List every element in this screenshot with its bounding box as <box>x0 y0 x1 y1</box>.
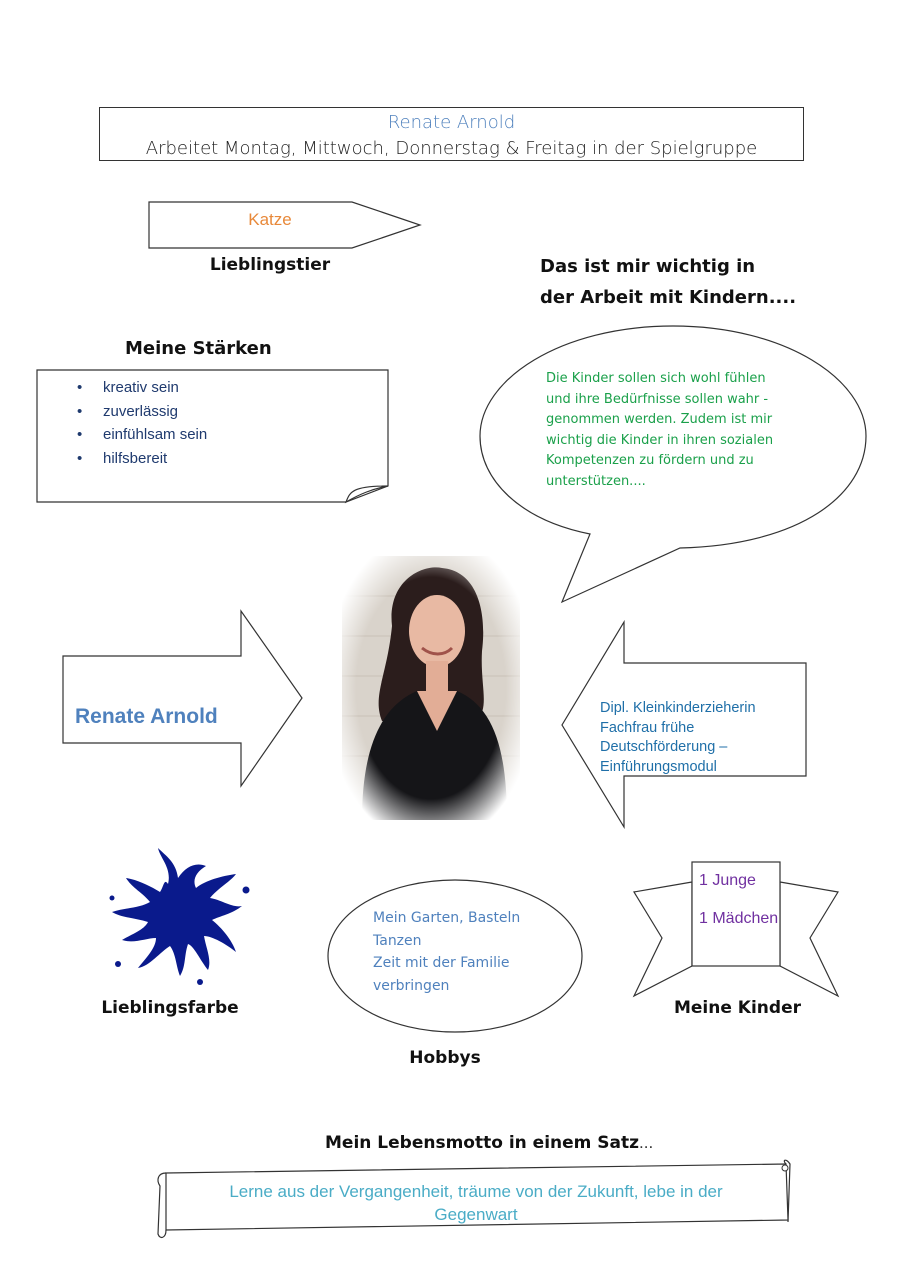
list-item: • einfühlsam sein <box>75 423 375 447</box>
name-arrow-shape <box>63 611 302 786</box>
ribbon-left-tail <box>634 882 692 996</box>
motto-line-1: Lerne aus der Vergangenheit, träume von der Zukunft, lebe in der <box>229 1182 723 1201</box>
motto-heading-text: Mein Lebensmotto in einem Satz <box>325 1133 640 1153</box>
animal-value: Katze <box>248 210 292 229</box>
hobby-line: Zeit mit der Familie <box>373 955 510 971</box>
hobby-line: Tanzen <box>373 932 422 949</box>
strengths-heading: Meine Stärken <box>125 338 272 359</box>
ribbon-right-tail <box>780 882 838 996</box>
portrait-illustration <box>342 556 520 820</box>
qualification-line: Fachfrau frühe <box>600 719 695 736</box>
portrait-photo <box>342 556 520 820</box>
bubble-line: Die Kinder sollen sich wohl fühlen <box>546 371 766 386</box>
important-heading-line1: Das ist mir wichtig in <box>540 256 756 277</box>
scroll-left-roll <box>158 1173 166 1237</box>
list-item: • kreativ sein <box>75 376 375 400</box>
motto-heading <box>325 1133 653 1153</box>
children-line-1: 1 Junge <box>699 872 756 889</box>
motto-line-2: Gegenwart <box>434 1205 518 1224</box>
ink-splash-icon <box>110 848 250 985</box>
qualification-line: Deutschförderung – <box>600 739 728 755</box>
hobby-line: Mein Garten, Basteln <box>373 910 521 926</box>
header-subtitle: Arbeitet Montag, Mittwoch, Donnerstag & Freitag in der Spielgruppe <box>145 138 758 159</box>
bubble-line: wichtig die Kinder in ihren sozialen <box>546 432 774 448</box>
hobbies-text <box>373 907 573 997</box>
speech-bubble-text <box>546 369 816 492</box>
qualification-text <box>600 699 800 777</box>
strengths-list <box>75 376 375 470</box>
scroll-right-knob <box>782 1165 788 1171</box>
name-arrow-text: Renate Arnold <box>75 705 218 728</box>
motto-text <box>180 1180 772 1226</box>
motto-heading-ellipsis: ... <box>639 1133 654 1152</box>
list-item: • hilfsbereit <box>75 447 375 471</box>
qualification-line: Einführungsmodul <box>600 758 717 775</box>
bubble-line: genommen werden. Zudem ist mir <box>546 412 773 427</box>
children-line-2: 1 Mädchen <box>699 910 779 927</box>
bubble-line: und ihre Bedürfnisse sollen wahr - <box>546 391 769 407</box>
bubble-line: unterstützen.... <box>546 473 646 489</box>
important-heading-line2: der Arbeit mit Kindern.... <box>540 287 797 308</box>
animal-label: Lieblingstier <box>209 255 331 275</box>
header-name: Renate Arnold <box>387 112 516 133</box>
children-label: Meine Kinder <box>673 998 801 1018</box>
favorite-color-label: Lieblingsfarbe <box>101 998 239 1018</box>
bubble-line: Kompetenzen zu fördern und zu <box>546 453 754 468</box>
hobbies-label: Hobbys <box>409 1048 481 1068</box>
list-item: • zuverlässig <box>75 400 375 424</box>
qualification-line: Dipl. Kleinkinderzieherin <box>600 700 756 716</box>
hobby-line: verbringen <box>373 977 450 994</box>
